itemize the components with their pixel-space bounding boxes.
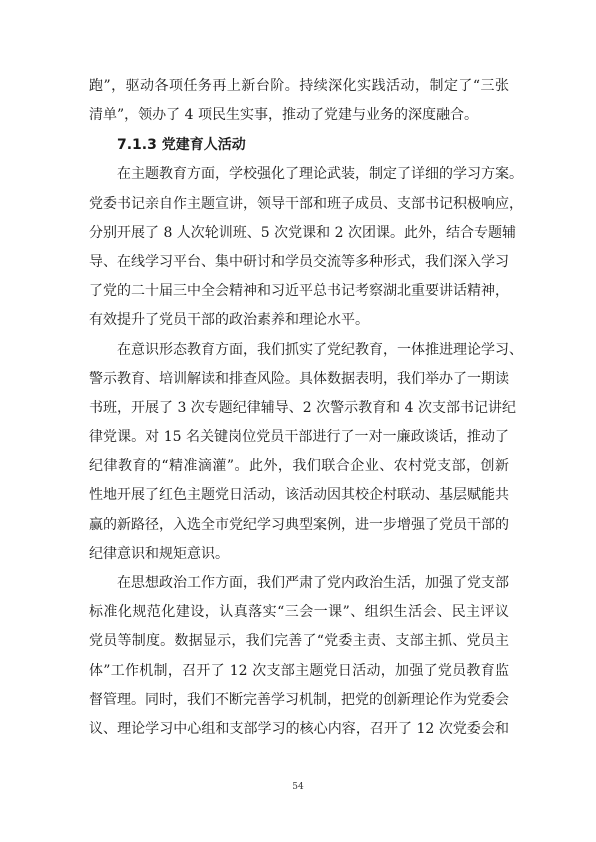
page-number: 54 [292,782,304,792]
text-line: 清单”，领办了 4 项民生实事，推动了党建与业务的深度融合。 [89,107,478,124]
text-line: 督管理。同时，我们不断完善学习机制，把党的创新理论作为党委会 [89,691,509,708]
paragraph [89,160,523,335]
text-line: 党员等制度。数据显示，我们完善了“党委主责、支部主抓、党员主 [89,633,509,650]
paragraph [89,336,523,570]
text-line: 有效提升了党员干部的政治素养和理论水平。 [89,312,369,329]
text-line: 警示教育、培训解读和排查风险。具体数据表明，我们举办了一期读 [89,370,509,387]
text-line: 律党课。对 15 名关键岗位党员干部进行了一对一廉政谈话，推动了 [89,429,509,446]
text-line: 性地开展了红色主题党日活动，该活动因其校企村联动、基层赋能共 [89,487,509,504]
text-line: 导、在线学习平台、集中研讨和学员交流等多种形式，我们深入学习 [89,253,509,270]
text-line: 纪律意识和规矩意识。 [89,545,229,562]
text-line: 在思想政治工作方面，我们严肃了党内政治生活，加强了党支部 [117,575,509,591]
text-line: 体”工作机制，召开了 12 次支部主题党日活动，加强了党员教育监 [89,662,509,679]
paragraph [89,72,509,130]
text-line: 党委书记亲自作主题宣讲，领导干部和班子成员、支部书记积极响应， [89,195,523,212]
text-line: 在意识形态教育方面，我们抓实了党纪教育，一体推进理论学习、 [117,341,523,358]
text-line: 赢的新路径，入选全市党纪学习典型案例，进一步增强了党员干部的 [89,516,509,533]
text-line: 了党的二十届三中全会精神和习近平总书记考察湖北重要讲话精神， [89,283,509,300]
document-body [89,72,523,744]
text-line: 纪律教育的“精准滴灌”。此外，我们联合企业、农村党支部，创新 [89,458,509,475]
text-line: 在主题教育方面，学校强化了理论武装，制定了详细的学习方案。 [117,166,523,183]
text-line: 分别开展了 8 人次轮训班、5 次党课和 2 次团课。此外，结合专题辅 [89,224,516,241]
text-line: 跑”，驱动各项任务再上新台阶。持续深化实践活动，制定了“三张 [89,78,509,94]
text-line: 标准化规范化建设，认真落实“三会一课”、组织生活会、民主评议 [89,604,509,621]
paragraph [89,569,509,744]
text-line: 书班，开展了 3 次专题纪律辅导、2 次警示教育和 4 次支部书记讲纪 [89,399,516,416]
text-line: 议、理论学习中心组和支部学习的核心内容，召开了 12 次党委会和 [89,720,509,737]
section-heading: 7.1.3 党建育人活动 [117,137,246,154]
